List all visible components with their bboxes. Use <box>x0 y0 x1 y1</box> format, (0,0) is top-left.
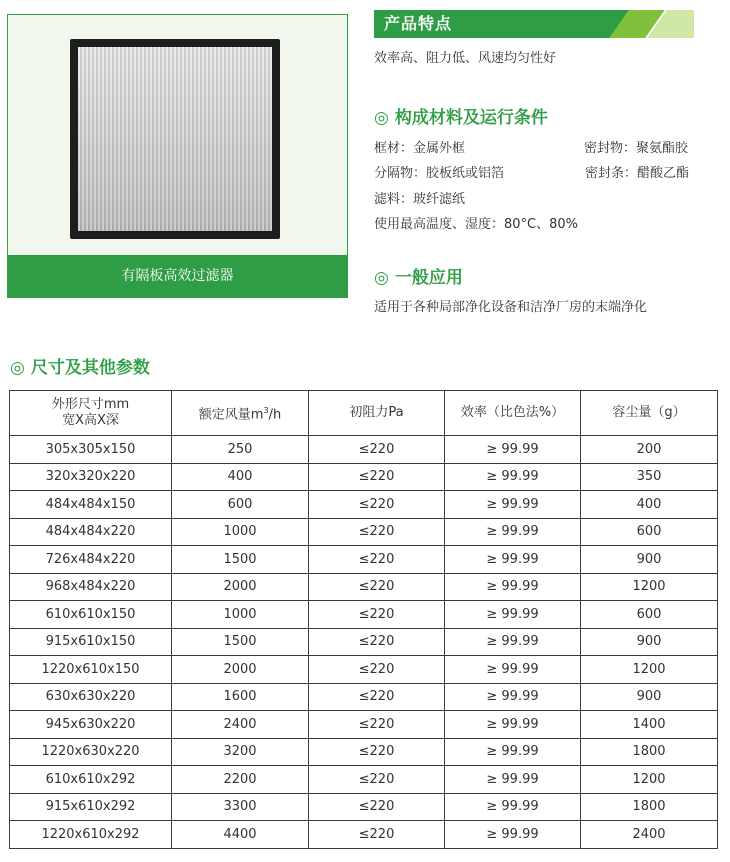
cell-dust: 1400 <box>581 711 718 739</box>
header-efficiency: 效率（比色法%） <box>445 391 581 436</box>
cell-efficiency: ≥ 99.99 <box>445 518 581 546</box>
table-row <box>10 711 718 739</box>
cell-dust: 350 <box>581 463 718 491</box>
cell-resistance: ≤220 <box>309 656 445 684</box>
cell-size: 630x630x220 <box>10 683 172 711</box>
product-caption: 有隔板高效过滤器 <box>8 255 347 297</box>
material-media: 滤料：玻纤滤纸 <box>374 192 466 207</box>
table-row <box>10 793 718 821</box>
specs-table <box>9 390 718 849</box>
cell-airflow: 1000 <box>172 518 309 546</box>
cell-size: 915x610x292 <box>10 793 172 821</box>
cell-resistance: ≤220 <box>309 601 445 629</box>
cell-dust: 1800 <box>581 793 718 821</box>
cell-resistance: ≤220 <box>309 683 445 711</box>
cell-airflow: 2000 <box>172 573 309 601</box>
table-row <box>10 601 718 629</box>
material-gasket: 密封条：醋酸乙酯 <box>585 166 690 181</box>
cell-airflow: 1000 <box>172 601 309 629</box>
cell-size: 610x610x150 <box>10 601 172 629</box>
material-separator: 分隔物：胶板纸或铝箔 <box>374 166 505 181</box>
circle-bullet-icon: ◎ <box>10 358 25 378</box>
filter-pleats <box>78 47 272 231</box>
table-row <box>10 628 718 656</box>
cell-resistance: ≤220 <box>309 793 445 821</box>
cell-size: 305x305x150 <box>10 436 172 464</box>
cell-efficiency: ≥ 99.99 <box>445 601 581 629</box>
cell-size: 1220x610x150 <box>10 656 172 684</box>
features-title: 产品特点 <box>384 14 453 33</box>
cell-efficiency: ≥ 99.99 <box>445 821 581 849</box>
cell-resistance: ≤220 <box>309 491 445 519</box>
cell-efficiency: ≥ 99.99 <box>445 491 581 519</box>
cell-resistance: ≤220 <box>309 518 445 546</box>
cell-airflow: 1600 <box>172 683 309 711</box>
cell-resistance: ≤220 <box>309 628 445 656</box>
cell-efficiency: ≥ 99.99 <box>445 656 581 684</box>
table-row <box>10 683 718 711</box>
cell-size: 484x484x150 <box>10 491 172 519</box>
table-header-row <box>10 391 718 436</box>
table-row <box>10 518 718 546</box>
table-row <box>10 463 718 491</box>
specs-title: 尺寸及其他参数 <box>30 358 150 378</box>
product-image-card <box>7 14 348 298</box>
header-airflow <box>172 391 309 436</box>
cell-airflow: 250 <box>172 436 309 464</box>
cell-airflow: 4400 <box>172 821 309 849</box>
cell-efficiency: ≥ 99.99 <box>445 766 581 794</box>
header-size <box>10 391 172 436</box>
cell-efficiency: ≥ 99.99 <box>445 463 581 491</box>
cell-dust: 900 <box>581 683 718 711</box>
features-banner <box>374 10 694 38</box>
application-description: 适用于各种局部净化设备和洁净厂房的末端净化 <box>374 300 648 315</box>
table-row <box>10 573 718 601</box>
application-heading <box>374 263 463 288</box>
cell-resistance: ≤220 <box>309 766 445 794</box>
cell-airflow: 600 <box>172 491 309 519</box>
table-row <box>10 546 718 574</box>
cell-size: 726x484x220 <box>10 546 172 574</box>
cell-efficiency: ≥ 99.99 <box>445 683 581 711</box>
cell-dust: 200 <box>581 436 718 464</box>
cell-airflow: 3300 <box>172 793 309 821</box>
cell-efficiency: ≥ 99.99 <box>445 793 581 821</box>
cell-resistance: ≤220 <box>309 463 445 491</box>
cell-resistance: ≤220 <box>309 711 445 739</box>
specs-heading <box>10 353 150 378</box>
cell-dust: 600 <box>581 518 718 546</box>
material-sealant: 密封物：聚氨酯胶 <box>584 141 689 156</box>
header-airflow-suffix: /h <box>268 407 282 423</box>
operating-conditions: 使用最高温度、湿度：80°C、80% <box>374 217 579 232</box>
cell-dust: 900 <box>581 546 718 574</box>
cell-size: 915x610x150 <box>10 628 172 656</box>
cell-airflow: 3200 <box>172 738 309 766</box>
cell-size: 968x484x220 <box>10 573 172 601</box>
cell-efficiency: ≥ 99.99 <box>445 628 581 656</box>
materials-title: 构成材料及运行条件 <box>394 108 548 128</box>
cell-resistance: ≤220 <box>309 738 445 766</box>
table-row <box>10 821 718 849</box>
cell-size: 320x320x220 <box>10 463 172 491</box>
application-title: 一般应用 <box>394 268 463 288</box>
cell-dust: 600 <box>581 601 718 629</box>
table-row <box>10 766 718 794</box>
cell-size: 610x610x292 <box>10 766 172 794</box>
circle-bullet-icon: ◎ <box>374 268 389 288</box>
table-row <box>10 656 718 684</box>
materials-heading <box>374 103 548 128</box>
cell-dust: 1200 <box>581 766 718 794</box>
cell-airflow: 2400 <box>172 711 309 739</box>
header-airflow-sup: 3 <box>263 405 269 415</box>
features-description: 效率高、阻力低、风速均匀性好 <box>374 51 557 66</box>
cell-dust: 400 <box>581 491 718 519</box>
cell-dust: 1200 <box>581 573 718 601</box>
cell-efficiency: ≥ 99.99 <box>445 738 581 766</box>
cell-size: 1220x610x292 <box>10 821 172 849</box>
table-row <box>10 738 718 766</box>
cell-airflow: 1500 <box>172 546 309 574</box>
cell-efficiency: ≥ 99.99 <box>445 546 581 574</box>
header-dust: 容尘量（g） <box>581 391 718 436</box>
material-frame: 框材：金属外框 <box>374 141 466 156</box>
cell-efficiency: ≥ 99.99 <box>445 573 581 601</box>
cell-dust: 1800 <box>581 738 718 766</box>
cell-size: 484x484x220 <box>10 518 172 546</box>
table-row <box>10 436 718 464</box>
cell-size: 945x630x220 <box>10 711 172 739</box>
cell-airflow: 2200 <box>172 766 309 794</box>
cell-airflow: 1500 <box>172 628 309 656</box>
cell-size: 1220x630x220 <box>10 738 172 766</box>
cell-efficiency: ≥ 99.99 <box>445 436 581 464</box>
cell-dust: 2400 <box>581 821 718 849</box>
specs-table-body <box>10 436 718 849</box>
cell-dust: 900 <box>581 628 718 656</box>
circle-bullet-icon: ◎ <box>374 108 389 128</box>
header-size-line2: 宽X高X深 <box>62 413 119 428</box>
table-row <box>10 491 718 519</box>
cell-airflow: 2000 <box>172 656 309 684</box>
cell-resistance: ≤220 <box>309 546 445 574</box>
header-resistance: 初阻力Pa <box>309 391 445 436</box>
cell-efficiency: ≥ 99.99 <box>445 711 581 739</box>
cell-resistance: ≤220 <box>309 821 445 849</box>
cell-resistance: ≤220 <box>309 436 445 464</box>
filter-photo <box>70 39 280 239</box>
cell-resistance: ≤220 <box>309 573 445 601</box>
header-airflow-text: 额定风量m <box>198 407 264 423</box>
cell-dust: 1200 <box>581 656 718 684</box>
header-size-line1: 外形尺寸mm <box>51 397 130 412</box>
cell-airflow: 400 <box>172 463 309 491</box>
